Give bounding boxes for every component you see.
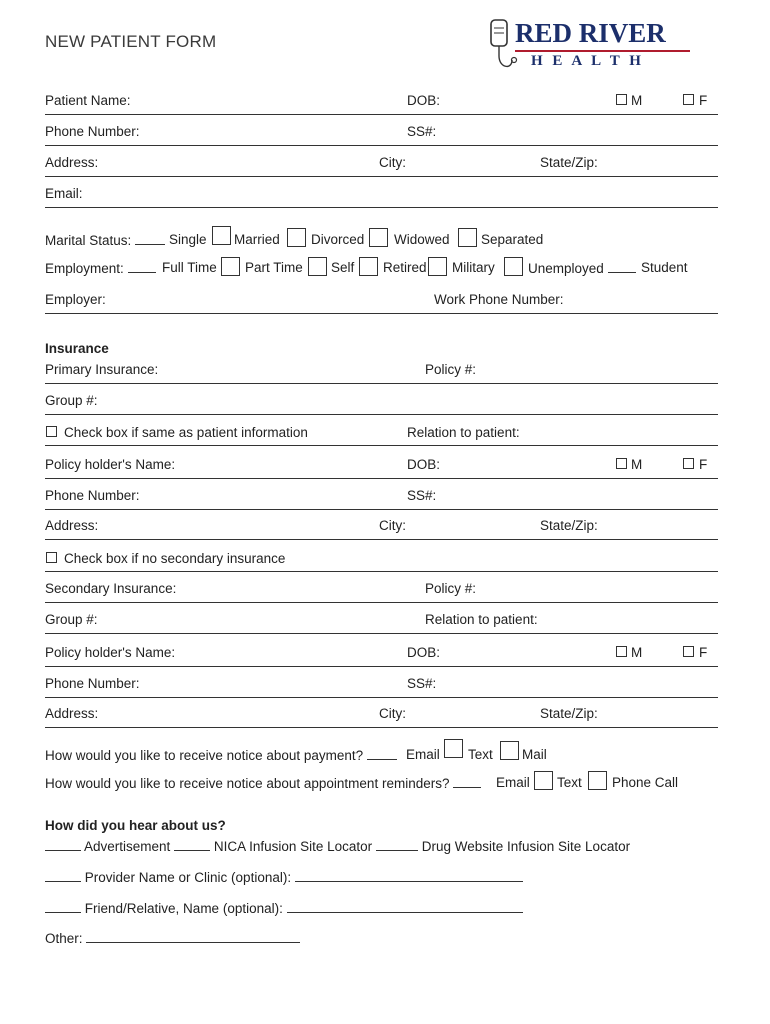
holder-statezip-label: State/Zip: [540,518,598,533]
payment-text: Text [468,747,493,762]
secondary-holder-phone-label: Phone Number: [45,676,140,691]
female-checkbox[interactable] [683,94,694,105]
employment-unemployed [528,260,636,276]
payment-email: Email [406,747,440,762]
holder-male-label: M [631,457,643,472]
marital-label-text: Marital Status: [45,233,132,248]
marital-blank[interactable] [135,232,165,245]
employer-field[interactable] [45,313,718,314]
payment-mail-box[interactable] [500,741,519,760]
secondary-group-label: Group #: [45,612,98,627]
holder-phone-field[interactable] [45,509,718,510]
advertisement-label: Advertisement [84,839,171,854]
marital-label [45,232,165,248]
email-field[interactable] [45,207,718,208]
holder-dob-label: DOB: [407,457,441,472]
employment-retired: Retired [383,260,427,275]
other-field[interactable] [86,930,300,943]
payment-mail: Mail [522,747,547,762]
phone-field[interactable] [45,145,718,146]
employment-self: Self [331,260,355,275]
patient-name-label: Patient Name: [45,93,131,108]
employment-parttime-box[interactable] [221,257,240,276]
female-label: F [699,93,708,108]
referral-line-1 [45,838,630,854]
employment-label [45,260,156,276]
nica-blank[interactable] [174,838,210,851]
group-field[interactable] [45,414,718,415]
payment-question [45,747,397,763]
drug-site-blank[interactable] [376,838,418,851]
marital-separated: Separated [481,232,544,247]
primary-insurance-label: Primary Insurance: [45,362,159,377]
employment-student-blank[interactable] [608,260,636,273]
secondary-policy-label: Policy #: [425,581,477,596]
appt-email: Email [496,775,530,790]
secondary-holder-dob-label: DOB: [407,645,441,660]
same-as-patient-checkbox[interactable] [46,426,57,437]
employment-military-box[interactable] [428,257,447,276]
secondary-holder-male-checkbox[interactable] [616,646,627,657]
holder-ss-label: SS#: [407,488,437,503]
employment-military: Military [452,260,495,275]
employment-self-box[interactable] [308,257,327,276]
marital-widowed: Widowed [394,232,450,247]
secondary-holder-name-label: Policy holder's Name: [45,645,176,660]
employment-fulltime: Full Time [162,260,217,275]
male-label: M [631,93,643,108]
provider-field[interactable] [295,869,523,882]
secondary-holder-address-label: Address: [45,706,99,721]
payment-text-box[interactable] [444,739,463,758]
page-title: NEW PATIENT FORM [45,32,217,51]
holder-name-field[interactable] [45,478,718,479]
friend-field[interactable] [287,900,523,913]
employment-label-text: Employment: [45,261,124,276]
logo-main-text: RED RIVER [515,18,666,48]
secondary-holder-phone-field[interactable] [45,697,718,698]
payment-question-text: How would you like to receive notice about payment? [45,748,364,763]
primary-insurance-field[interactable] [45,383,718,384]
no-secondary-checkbox[interactable] [46,552,57,563]
holder-female-label: F [699,457,708,472]
provider-label: Provider Name or Clinic (optional): [84,870,292,885]
employment-student: Student [641,260,688,275]
friend-label: Friend/Relative, Name (optional): [84,901,283,916]
address-label: Address: [45,155,99,170]
secondary-holder-address-field[interactable] [45,727,718,728]
holder-name-label: Policy holder's Name: [45,457,176,472]
dob-label: DOB: [407,93,441,108]
employment-parttime: Part Time [245,260,303,275]
holder-female-checkbox[interactable] [683,458,694,469]
logo-rule [515,50,690,52]
provider-blank[interactable] [45,869,81,882]
referral-other [45,930,300,946]
group-label: Group #: [45,393,98,408]
secondary-relation-label: Relation to patient: [425,612,538,627]
drug-site-label: Drug Website Infusion Site Locator [421,839,631,854]
logo-sub-text: H E A L T H [531,53,644,69]
employment-unemployed-box[interactable] [504,257,523,276]
phone-label: Phone Number: [45,124,140,139]
referral-friend [45,900,523,916]
holder-male-checkbox[interactable] [616,458,627,469]
appt-question [45,775,481,791]
secondary-holder-male-label: M [631,645,643,660]
secondary-holder-statezip-label: State/Zip: [540,706,598,721]
employer-label: Employer: [45,292,106,307]
work-phone-label: Work Phone Number: [434,292,564,307]
secondary-holder-female-checkbox[interactable] [683,646,694,657]
appt-blank[interactable] [453,775,481,788]
marital-widowed-box[interactable] [369,228,388,247]
holder-address-field[interactable] [45,539,718,540]
logo [488,14,698,76]
marital-separated-box[interactable] [458,228,477,247]
marital-divorced-box[interactable] [287,228,306,247]
referral-provider [45,869,523,885]
employment-unemployed-text: Unemployed [528,261,604,276]
relation-label: Relation to patient: [407,425,520,440]
ss-label: SS#: [407,124,437,139]
holder-city-label: City: [379,518,406,533]
appt-text-box[interactable] [534,771,553,790]
payment-blank[interactable] [367,747,397,760]
advertisement-blank[interactable] [45,838,81,851]
appt-text: Text [557,775,582,790]
other-label: Other: [45,931,83,946]
marital-married-box[interactable] [212,226,231,245]
marital-married: Married [234,232,280,247]
appt-phone-box[interactable] [588,771,607,790]
secondary-insurance-label: Secondary Insurance: [45,581,177,596]
secondary-holder-female-label: F [699,645,708,660]
relation-field[interactable] [45,445,718,446]
nica-label: NICA Infusion Site Locator [213,839,373,854]
marital-single: Single [169,232,207,247]
insurance-heading: Insurance [45,341,109,356]
appt-question-text: How would you like to receive notice about appointment reminders? [45,776,450,791]
policy-label: Policy #: [425,362,477,377]
no-secondary-label: Check box if no secondary insurance [64,551,286,566]
holder-phone-label: Phone Number: [45,488,140,503]
secondary-group-field[interactable] [45,633,718,634]
secondary-holder-ss-label: SS#: [407,676,437,691]
holder-address-label: Address: [45,518,99,533]
patient-name-field[interactable] [45,114,718,115]
friend-blank[interactable] [45,900,81,913]
email-label: Email: [45,186,83,201]
secondary-insurance-field[interactable] [45,602,718,603]
employment-blank[interactable] [128,260,156,273]
referral-heading: How did you hear about us? [45,818,226,833]
address-field[interactable] [45,176,718,177]
city-label: City: [379,155,406,170]
male-checkbox[interactable] [616,94,627,105]
secondary-holder-name-field[interactable] [45,666,718,667]
same-as-patient-label: Check box if same as patient information [64,425,308,440]
secondary-holder-city-label: City: [379,706,406,721]
marital-divorced: Divorced [311,232,365,247]
appt-phone: Phone Call [612,775,679,790]
no-secondary-rule [45,571,718,572]
employment-retired-box[interactable] [359,257,378,276]
statezip-label: State/Zip: [540,155,598,170]
